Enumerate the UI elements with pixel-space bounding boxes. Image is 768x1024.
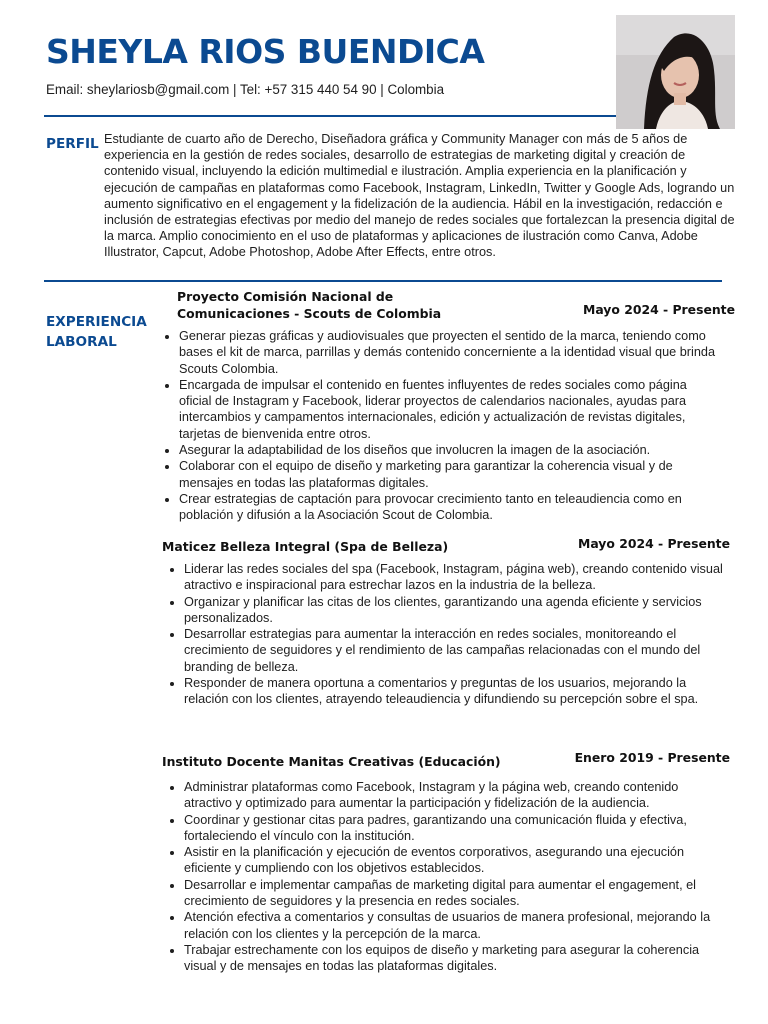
list-item: • Asegurar la adaptabilidad de los diseños que involucren la imagen de la asociación. bbox=[179, 442, 719, 458]
list-item: • Administrar plataformas como Facebook, Instagram y la página web, creando contenido atractivo y optimizado para aumentar la participación y fidelización de la audiencia. bbox=[184, 779, 729, 812]
list-item: • Desarrollar e implementar campañas de marketing digital para aumentar el engagement, el crecimiento de seguidores y la presencia en redes sociales. bbox=[184, 877, 729, 910]
list-item: • Liderar las redes sociales del spa (Facebook, Instagram, página web), creando contenido visual atractivo e inspiracional para estrechar lazos en la industria de la belleza. bbox=[184, 561, 724, 594]
list-item: • Trabajar estrechamente con los equipos de diseño y marketing para asegurar la coherencia visual y de mensajes en todas las plataformas digitales. bbox=[184, 942, 729, 975]
list-item: • Atención efectiva a comentarios y consultas de usuarios de manera profesional, mejorando la relación con los clientes y la percepción de la marca. bbox=[184, 909, 729, 942]
candidate-name: SHEYLA RIOS BUENDICA bbox=[46, 32, 485, 71]
job-bullets-manitas bbox=[166, 779, 729, 975]
job-bullets-maticez bbox=[166, 561, 724, 708]
list-item: • Organizar y planificar las citas de los clientes, garantizando una agenda eficiente y servicios personalizados. bbox=[184, 594, 724, 627]
list-item: • Responder de manera oportuna a comentarios y preguntas de los usuarios, mejorando la relación con los clientes, atrayendo teleaudiencia y difundiendo su percepción sobre el spa. bbox=[184, 675, 724, 708]
section-divider bbox=[44, 280, 722, 282]
job-title-maticez: Maticez Belleza Integral (Spa de Belleza) bbox=[162, 539, 449, 554]
job-date-manitas: Enero 2019 - Presente bbox=[574, 750, 730, 765]
list-item: • Coordinar y gestionar citas para padres, garantizando una comunicación fluida y efectiva, fortaleciendo el vínculo con la institución. bbox=[184, 812, 729, 845]
list-item: • Encargada de impulsar el contenido en fuentes influyentes de redes sociales como página oficial de Instagram y Facebook, liderar proyectos de calendarios nacionales, ayudas para intercambios y campamentos internacionales, edición y actualización de revistas digitales, tarjetas de bienvenida entre otros. bbox=[179, 377, 719, 442]
job-date-scouts: Mayo 2024 - Presente bbox=[583, 302, 735, 317]
experiencia-heading: EXPERIENCIA LABORAL bbox=[46, 314, 147, 350]
perfil-summary: Estudiante de cuarto año de Derecho, Diseñadora gráfica y Community Manager con más de 5 años de experiencia en la gestión de redes sociales, desarrollo de estrategias de marketing digital y creación de contenido visual, incluyendo la edición multimedial e ilustración. Amplia experiencia en la planificación y ejecución de campañas en plataformas como Facebook, Instagram, LinkedIn, Twitter y Google Ads, logrando un aumento significativo en el engagement y la fidelización de la audiencia. Hábil en la investigación, redacción e inclusión de estrategias efectivas por medio del manejo de redes sociales que fortalezcan la presencia digital de la marca. Amplio conocimiento en el uso de plataformas y aplicaciones de ilustración como Canva, Adobe Illustrator, Capcut, Adobe Photoshop, Adobe After Effects, entre otros. bbox=[104, 132, 735, 260]
list-item: • Asistir en la planificación y ejecución de eventos corporativos, asegurando una ejecución eficiente y cumpliendo con los objetivos establecidos. bbox=[184, 844, 729, 877]
list-item: • Desarrollar estrategias para aumentar la interacción en redes sociales, monitoreando el crecimiento de seguidores y el rendimiento de las campañas relacionadas con el mundo del branding de belleza. bbox=[184, 626, 724, 675]
list-item: • Generar piezas gráficas y audiovisuales que proyecten el sentido de la marca, teniendo como bases el kit de marca, parrillas y demás contenido concerniente a la identidad visual que brinda Scouts Colombia. bbox=[179, 328, 719, 377]
perfil-heading: PERFIL bbox=[46, 136, 99, 152]
job-title-manitas: Instituto Docente Manitas Creativas (Educación) bbox=[162, 754, 501, 769]
list-item: • Crear estrategias de captación para provocar crecimiento tanto en teleaudiencia como en población y difusión a la Asociación Scout de Colombia. bbox=[179, 491, 719, 524]
job-date-maticez: Mayo 2024 - Presente bbox=[578, 536, 730, 551]
job-bullets-scouts bbox=[161, 328, 719, 524]
list-item: • Colaborar con el equipo de diseño y marketing para garantizar la coherencia visual y de mensajes en todas las plataformas digitales. bbox=[179, 458, 719, 491]
job-title-scouts: Proyecto Comisión Nacional de Comunicaciones - Scouts de Colombia bbox=[177, 289, 442, 321]
contact-line: Email: sheylariosb@gmail.com | Tel: +57 315 440 54 90 | Colombia bbox=[46, 82, 445, 97]
header-divider bbox=[44, 115, 618, 117]
profile-photo bbox=[616, 15, 735, 129]
